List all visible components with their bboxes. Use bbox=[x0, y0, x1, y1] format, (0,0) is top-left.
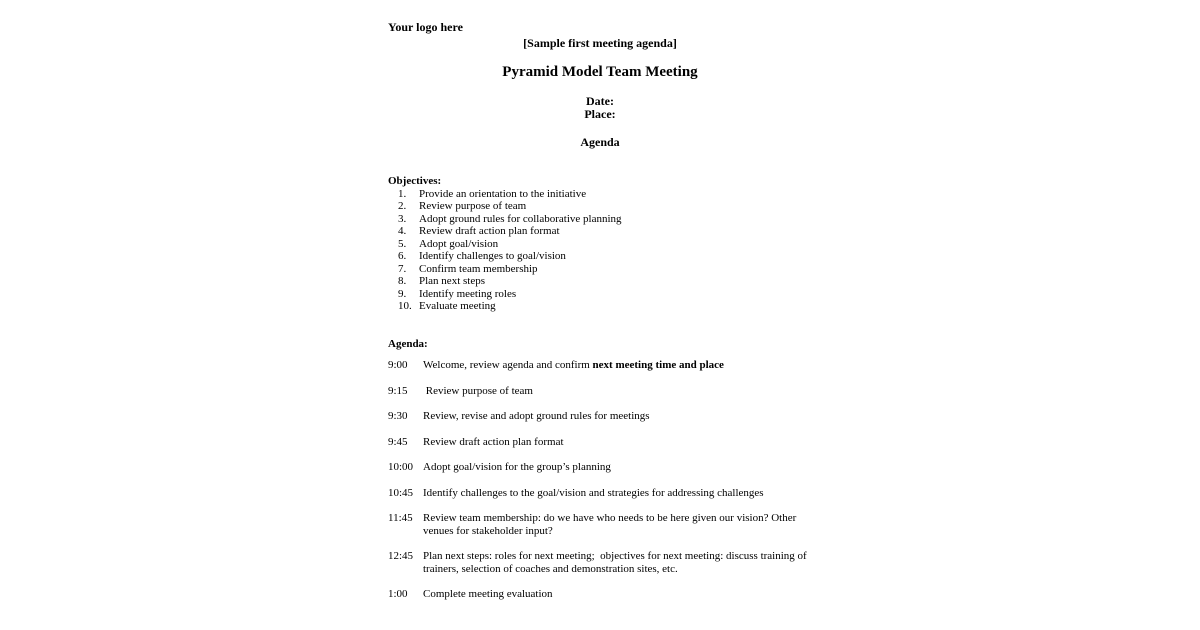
objective-text: Adopt ground rules for collaborative planning bbox=[419, 212, 622, 225]
objective-number: 8. bbox=[398, 275, 407, 287]
agenda-description bbox=[423, 461, 812, 474]
agenda-time: 11:45 bbox=[388, 512, 413, 524]
objective-number: 7. bbox=[398, 262, 407, 275]
objective-number: 9. bbox=[398, 287, 407, 300]
objectives-section bbox=[388, 175, 812, 313]
objective-item bbox=[388, 238, 812, 251]
agenda-text: Plan next steps: roles for next meeting; objectives for next meeting: discuss training of trainers, selection of coaches and demonstration sites, etc. bbox=[423, 550, 810, 575]
objective-item bbox=[388, 200, 812, 213]
agenda-description bbox=[423, 359, 812, 372]
meeting-agenda-document bbox=[388, 20, 812, 614]
agenda-row bbox=[388, 436, 812, 449]
agenda-description bbox=[423, 410, 812, 423]
objective-number: 2. bbox=[398, 200, 407, 212]
agenda-time: 10:45 bbox=[388, 486, 414, 499]
agenda-description bbox=[423, 512, 812, 537]
agenda-time: 9:00 bbox=[388, 359, 408, 371]
agenda-time: 9:15 bbox=[388, 384, 408, 397]
agenda-row bbox=[388, 359, 812, 372]
objective-number: 1. bbox=[398, 187, 407, 200]
objective-item bbox=[388, 188, 812, 201]
agenda-text: Complete meeting evaluation bbox=[423, 588, 553, 600]
objective-number: 3. bbox=[398, 212, 407, 225]
agenda-description bbox=[423, 588, 812, 601]
objective-number: 10. bbox=[398, 300, 412, 312]
agenda-section bbox=[388, 338, 812, 601]
agenda-time: 12:45 bbox=[388, 550, 414, 562]
agenda-time: 9:30 bbox=[388, 410, 408, 422]
objective-item bbox=[388, 250, 812, 263]
objective-number: 4. bbox=[398, 225, 407, 237]
agenda-text: Review team membership: do we have who needs to be here given our vision? Other venues for stakeholder input? bbox=[423, 512, 800, 537]
objective-text: Provide an orientation to the initiative bbox=[419, 187, 587, 200]
objective-item bbox=[388, 263, 812, 276]
date-label: Date: bbox=[586, 94, 614, 108]
objective-text: Confirm team membership bbox=[419, 262, 538, 275]
agenda-text: Welcome, review agenda and confirm bbox=[423, 359, 593, 371]
objectives-heading: Objectives: bbox=[388, 175, 442, 187]
objective-item bbox=[388, 288, 812, 301]
agenda-row bbox=[388, 461, 812, 474]
objective-text: Identify meeting roles bbox=[419, 287, 517, 300]
agenda-text: Identify challenges to the goal/vision and strategies for addressing challenges bbox=[423, 486, 764, 499]
agenda-row bbox=[388, 385, 812, 398]
objective-item bbox=[388, 275, 812, 288]
objective-text: Review draft action plan format bbox=[419, 225, 560, 237]
agenda-text: Review draft action plan format bbox=[423, 435, 564, 448]
objective-item bbox=[388, 213, 812, 226]
objective-text: Review purpose of team bbox=[419, 200, 527, 212]
objective-text: Plan next steps bbox=[419, 275, 485, 287]
objective-number: 5. bbox=[398, 237, 407, 250]
place-label: Place: bbox=[584, 107, 616, 121]
agenda-time: 9:45 bbox=[388, 435, 408, 448]
document-title: Pyramid Model Team Meeting bbox=[502, 64, 698, 80]
agenda-description bbox=[423, 550, 812, 575]
agenda-row bbox=[388, 487, 812, 500]
agenda-time: 1:00 bbox=[388, 588, 408, 600]
agenda-row bbox=[388, 588, 812, 601]
agenda-bold-text: next meeting time and place bbox=[592, 359, 724, 371]
agenda-row bbox=[388, 550, 812, 575]
agenda-row bbox=[388, 512, 812, 537]
agenda-row bbox=[388, 410, 812, 423]
objective-text: Adopt goal/vision bbox=[419, 237, 499, 250]
document-subtitle: [Sample first meeting agenda] bbox=[523, 36, 677, 50]
agenda-time: 10:00 bbox=[388, 461, 414, 473]
agenda-text: Review purpose of team bbox=[423, 384, 533, 397]
agenda-text: Adopt goal/vision for the group’s planning bbox=[423, 461, 611, 473]
objective-item bbox=[388, 300, 812, 313]
agenda-description bbox=[423, 385, 812, 398]
agenda-description bbox=[423, 436, 812, 449]
objective-number: 6. bbox=[398, 250, 407, 262]
agenda-text: Review, revise and adopt ground rules for meetings bbox=[423, 410, 650, 422]
objective-text: Evaluate meeting bbox=[419, 300, 496, 312]
agenda-description bbox=[423, 487, 812, 500]
logo-placeholder: Your logo here bbox=[388, 20, 463, 34]
agenda-section-heading: Agenda: bbox=[388, 337, 428, 350]
objective-item bbox=[388, 225, 812, 238]
agenda-heading: Agenda bbox=[580, 135, 620, 149]
objective-text: Identify challenges to goal/vision bbox=[419, 250, 566, 262]
